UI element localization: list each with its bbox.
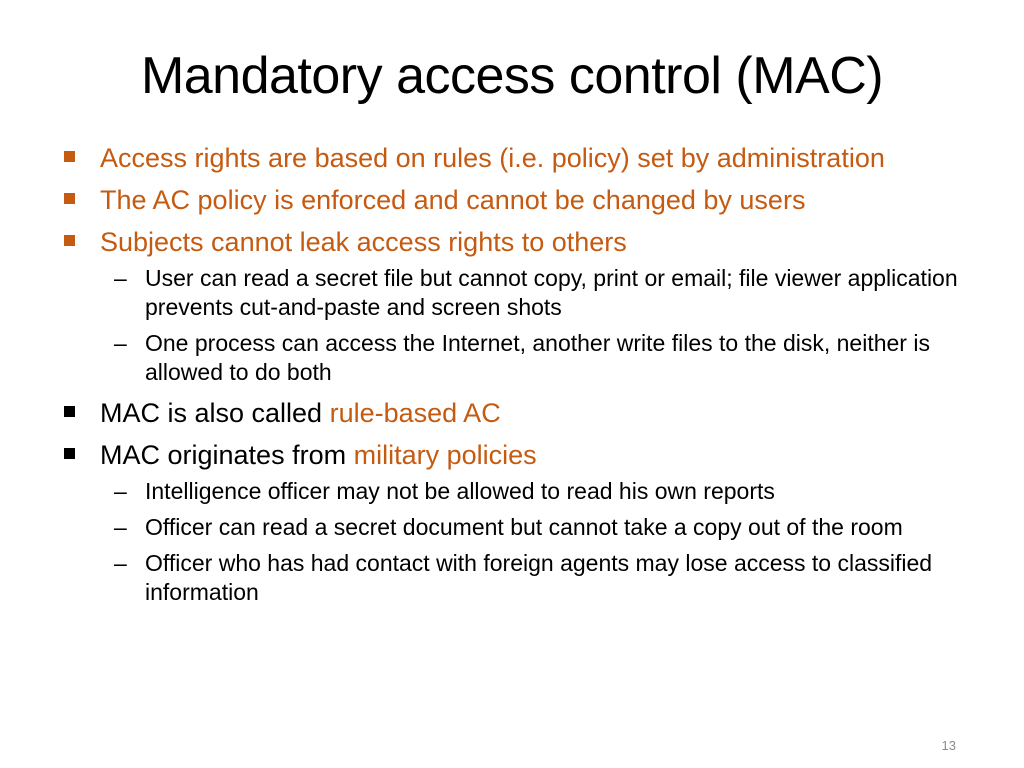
sub-bullet-text: Officer can read a secret document but cannot take a copy out of the room bbox=[145, 514, 903, 540]
square-bullet-icon bbox=[64, 448, 75, 459]
sub-bullet-process bbox=[64, 329, 964, 387]
slide-title: Mandatory access control (MAC) bbox=[140, 47, 884, 105]
sub-bullet-secret-file bbox=[64, 264, 964, 322]
square-bullet-icon bbox=[64, 151, 75, 162]
bullet-text-prefix: MAC originates from bbox=[100, 440, 354, 470]
dash-bullet-icon: – bbox=[114, 514, 127, 540]
sub-bullet-intelligence bbox=[64, 477, 964, 506]
sub-bullet-foreign-agents bbox=[64, 549, 964, 607]
bullet-access-rights bbox=[64, 142, 964, 174]
square-bullet-icon bbox=[64, 406, 75, 417]
dash-bullet-icon: – bbox=[114, 330, 127, 356]
sub-bullet-text: One process can access the Internet, another write files to the disk, neither is allowed to do both bbox=[145, 330, 930, 385]
bullet-list bbox=[64, 142, 964, 614]
sub-bullet-secret-document bbox=[64, 513, 964, 542]
dash-bullet-icon: – bbox=[114, 550, 127, 576]
bullet-no-leak bbox=[64, 226, 964, 258]
sub-bullet-text: User can read a secret file but cannot copy, print or email; file viewer application prevents cut-and-paste and screen shots bbox=[145, 265, 958, 320]
bullet-text-highlight: rule-based AC bbox=[329, 398, 501, 428]
sub-bullet-text: Officer who has had contact with foreign agents may lose access to classified information bbox=[145, 550, 933, 605]
page-number: 13 bbox=[941, 738, 956, 753]
sub-bullet-text: Intelligence officer may not be allowed to read his own reports bbox=[145, 478, 775, 504]
dash-bullet-icon: – bbox=[114, 478, 127, 504]
bullet-text-highlight: military policies bbox=[353, 440, 537, 470]
dash-bullet-icon: – bbox=[114, 265, 127, 291]
bullet-text-prefix: MAC is also called bbox=[100, 398, 330, 428]
bullet-text: Access rights are based on rules (i.e. policy) set by administration bbox=[100, 143, 885, 173]
bullet-text: The AC policy is enforced and cannot be changed by users bbox=[100, 185, 806, 215]
bullet-rule-based bbox=[64, 397, 964, 429]
bullet-text: Subjects cannot leak access rights to others bbox=[100, 227, 627, 257]
square-bullet-icon bbox=[64, 235, 75, 246]
square-bullet-icon bbox=[64, 193, 75, 204]
bullet-military bbox=[64, 439, 964, 471]
bullet-policy-enforced bbox=[64, 184, 964, 216]
